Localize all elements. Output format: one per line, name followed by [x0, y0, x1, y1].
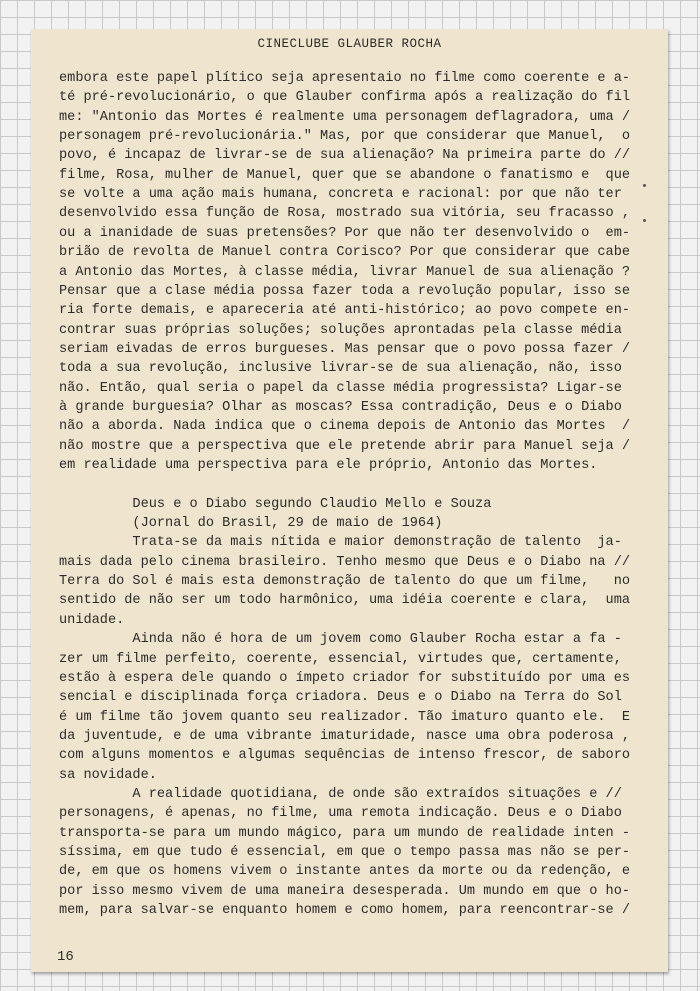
text-line: não a aborda. Nada indica que o cinema depois de Antonio das Mortes / [59, 419, 631, 435]
text-line: a Antonio das Mortes, à classe média, livrar Manuel de sua alienação ? [59, 264, 631, 280]
text-line: ou a inanidade de suas pretensões? Por que não ter desenvolvido o em- [59, 225, 631, 241]
text-line: seriam eivadas de erros burgueses. Mas pensar que o povo possa fazer / [59, 341, 631, 357]
text-line: zer um filme perfeito, coerente, essencial, virtudes que, certamente, [59, 651, 622, 667]
text-line: Ainda não é hora de um jovem como Glauber Rocha estar a fa - [59, 632, 622, 648]
text-line: ria forte demais, e apareceria até anti-histórico; ao povo compete en- [59, 303, 631, 319]
page-header: CINECLUBE GLAUBER ROCHA [257, 37, 442, 51]
text-line: Deus e o Diabo segundo Claudio Mello e Souza [59, 496, 492, 512]
text-line: personagem pré-revolucionária." Mas, por que considerar que Manuel, o [59, 129, 631, 145]
text-line: com alguns momentos e algumas sequências de intenso frescor, de saboro [59, 748, 631, 764]
text-line: da juventude, e de uma vibrante imaturidade, nasce uma obra poderosa , [59, 728, 631, 744]
text-line: filme, Rosa, mulher de Manuel, quer que se abandone o fanatismo e que [59, 167, 631, 183]
text-line: estão à espera dele quando o ímpeto criador for substituído por uma es [59, 670, 631, 686]
text-line: transporta-se para um mundo mágico, para um mundo de realidade inten - [59, 825, 631, 841]
text-line: sentido de não ser um todo harmônico, uma idéia coerente e clara, uma [59, 593, 631, 609]
text-line: de, em que os homens vivem o instante antes da morte ou da redenção, e [59, 864, 631, 880]
text-line: brião de revolta de Manuel contra Corisco? Por que considerar que cabe [59, 245, 631, 261]
margin-mark [643, 219, 646, 222]
text-line: mais dada pelo cinema brasileiro. Tenho mesmo que Deus e o Diabo na // [59, 554, 631, 570]
text-line: Trata-se da mais nítida e maior demonstração de talento ja- [59, 535, 622, 551]
text-line: Terra do Sol é mais esta demonstração de talento do que um filme, no [59, 574, 631, 590]
text-line: me: "Antonio das Mortes é realmente uma personagem deflagradora, uma / [59, 109, 631, 125]
text-line: por isso mesmo vivem de uma maneira desesperada. Um mundo em que o ho- [59, 883, 631, 899]
text-line: contrar suas próprias soluções; soluções aprontadas pela classe média [59, 322, 622, 338]
text-line: sa novidade. [59, 767, 157, 783]
text-line: té pré-revolucionário, o que Glauber confirma após a realização do fil [59, 90, 631, 106]
text-line: (Jornal do Brasil, 29 de maio de 1964) [59, 516, 443, 532]
text-line: não. Então, qual seria o papel da classe média progressista? Ligar-se [59, 380, 622, 396]
text-line: síssima, em que tudo é essencial, em que o tempo passa mas não se per- [59, 845, 631, 860]
text-line: não mostre que a perspectiva que ele pretende abrir para Manuel seja / [59, 438, 631, 454]
text-line: desenvolvido essa função de Rosa, mostrado sua vitória, seu fracasso , [59, 206, 631, 222]
text-line: toda a sua revolução, inclusive livrar-se de sua alienação, não, isso [59, 361, 622, 377]
text-line: embora este papel plítico seja apresentaio no filme como coerente e a- [59, 71, 631, 86]
text-line: personagens, é apenas, no filme, uma remota indicação. Deus e o Diabo [59, 806, 622, 822]
text-line: sencial e disciplinada força criadora. Deus e o Diabo na Terra do Sol [59, 690, 622, 706]
text-line: A realidade quotidiana, de onde são extraídos situações e // [59, 786, 622, 802]
text-line: se volte a uma ação mais humana, concreta e racional: por que não ter [59, 187, 622, 203]
text-line: mem, para salvar-se enquanto homem e como homem, para reencontrar-se / [59, 903, 631, 919]
text-line: em realidade uma perspectiva para ele próprio, Antonio das Mortes. [59, 458, 598, 473]
text-line: povo, é incapaz de livrar-se de sua alienação? Na primeira parte do // [59, 148, 631, 164]
text-line: à grande burguesia? Olhar as moscas? Essa contradição, Deus e o Diabo [59, 399, 622, 415]
text-line: é um filme tão jovem quanto seu realizador. Tão imaturo quanto ele. E [59, 709, 631, 725]
text-line: unidade. [59, 612, 125, 628]
typewritten-page [31, 29, 668, 972]
page-number: 16 [57, 949, 74, 965]
margin-mark [643, 184, 646, 187]
text-line: Pensar que a clase média possa fazer toda a revolução popular, isso se [59, 283, 631, 299]
